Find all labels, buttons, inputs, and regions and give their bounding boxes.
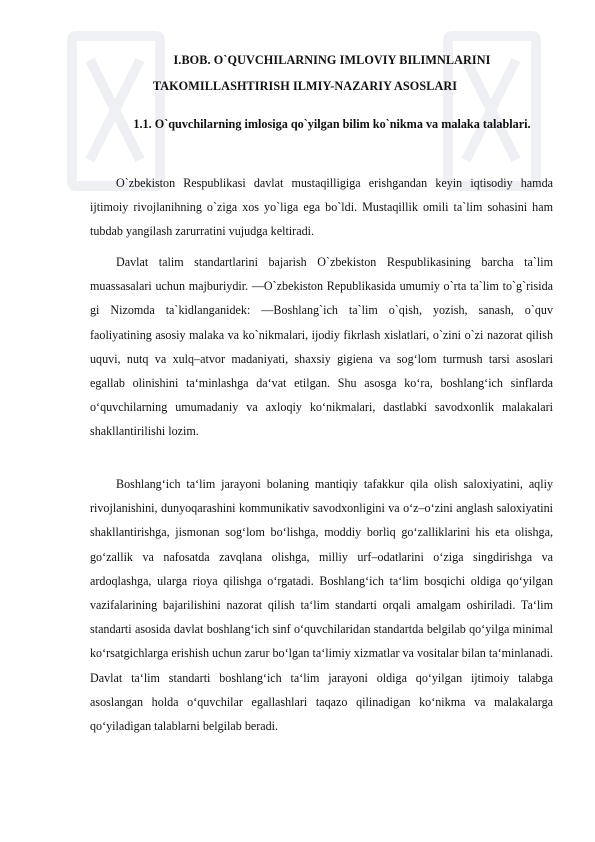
chapter-title-line-1: I.BOB. O`QUVCHILARNING IMLOVIY BILIMNLARINI	[173, 53, 491, 67]
section-title: 1.1. O`quvchilarning imlosiga qo`yilgan bilim ko`nikma va malaka talablari.	[133, 117, 531, 131]
paragraph-2: Davlat talim standartlarini bajarish O`zbekiston Respublikasining barcha ta`lim muassasalari uchun majburiydir. ―O`zbekiston Republikasida umumiy o`rta ta`lim to`g`risida gi Nizomda ta`kidlanganidek: ―Boshlang`ich ta`lim o`qish, yozish, sanash, o`quv faoliyatining asosiy malaka va ko`nikmalari, ijodiy fikrlash xislatlari, o`zini o`zi nazorat qilish uquvi, nutq va xulq–atvor madaniyati, shaxsiy gigiena va sog‘lom turmush tarsi asoslari egallab olinishini ta‘minlashga da‘vat etilgan. Shu asosga ko‘ra, boshlang‘ich sinflarda o‘quvchilarning umumadaniy va axloqiy ko‘nikmalari, dastlabki savodxonlik malakalari shakllantirilishi lozim.	[90, 255, 553, 439]
paragraph-3: Boshlang‘ich ta‘lim jarayoni bolaning mantiqiy tafakkur qila olish saloxiyatini, aqliy rivojlanishini, dunyoqarashini kommunikativ savodxonligini va o‘z–o‘zini anglash saloxiyatini shakllantirishga, jismonan sog‘lom bo‘lishga, moddiy borliq go‘zalliklarini his eta olishga, go‘zallik va nafosatda zavqlana olishga, milliy urf–odatlarini o‘ziga singdirishga va ardoqlashga, ularga rioya qilishga o‘rgatadi. Boshlang‘ich ta‘lim bosqichi oldiga qo‘yilgan vazifalarining bajarilishini nazorat qilish ta‘lim standarti orqali amalgam oshiriladi. Ta‘lim standarti asosida davlat boshlang‘ich sinf o‘quvchilaridan standartda belgilab qo‘yilga minimal ko‘rsatgichlarga erishish uchun zarur bo‘lgan ta‘limiy xizmatlar va vositalar bilan ta‘minlanadi. Davlat ta‘lim standarti boshlang‘ich ta‘lim jarayoni oldiga qo‘yilgan ijtimoiy talabga asoslangan holda o‘quvchilar egallashlari taqazo qilinadigan ko‘nikma va malakalarga qo‘yiladigan talablarni belgilab beradi.	[90, 477, 553, 734]
chapter-title-line-2: TAKOMILLASHTIRISH ILMIY-NAZARIY ASOSLARI	[152, 79, 458, 93]
paragraph-1: O`zbekiston Respublikasi davlat mustaqilligiga erishgandan keyin iqtisodiy hamda ijtimoiy rivojlanihning o`ziga xos yo`liga ega bo`ldi. Mustaqillik omili ta`lim sohasini ham tubdab yangilash zarurratini vujudga keltiradi.	[90, 176, 553, 239]
